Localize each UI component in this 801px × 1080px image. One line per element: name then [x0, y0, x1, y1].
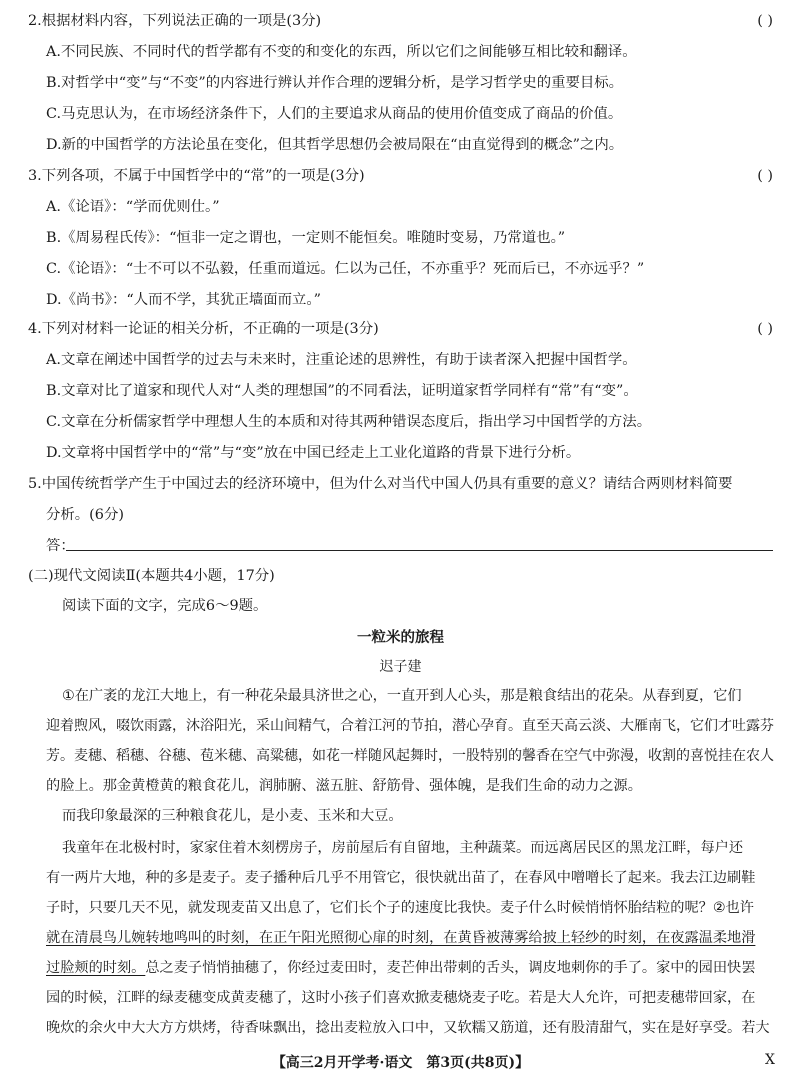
article-paragraph-1-line-1: ①在广袤的龙江大地上，有一种花朵最具济世之心，一直开到人心头，那是粮食结出的花朵。从春到夏，它们	[62, 688, 742, 704]
question-5-stem-line1: 5.中国传统哲学产生于中国过去的经济环境中，但为什么对当代中国人仍具有重要的意义？请结合两则材料简要	[28, 476, 733, 492]
question-3-option-a: A.《论语》：“学而优则仕。”	[46, 199, 220, 215]
question-4-option-c: C.文章在分析儒家哲学中理想人生的本质和对待其两种错误态度后，指出学习中国哲学的方法。	[46, 414, 652, 430]
question-3-option-c: C.《论语》：“士不可以不弘毅，任重而道远。仁以为己任，不亦重乎？死而后已，不亦远乎？”	[46, 261, 645, 277]
article-paragraph-3-line-5	[46, 958, 755, 978]
question-2-option-d: D.新的中国哲学的方法论虽在变化，但其哲学思想仍会被局限在“由直觉得到的概念”之内。	[46, 137, 624, 153]
article-paragraph-3-line-4-underlined: 就在清晨鸟儿婉转地鸣叫的时刻，在正午阳光照彻心扉的时刻，在黄昏被薄雾给披上轻纱的时刻，在夜露温柔地滑	[46, 930, 756, 946]
question-3-stem: 3.下列各项，不属于中国哲学中的“常”的一项是(3分)	[28, 168, 365, 184]
question-2-option-c: C.马克思认为，在市场经济条件下，人们的主要追求从商品的使用价值变成了商品的价值。	[46, 106, 623, 122]
question-3-option-d: D.《尚书》：“人而不学，其犹正墙面而立。”	[46, 292, 321, 308]
footer-mark: X	[765, 1052, 775, 1068]
section-2-instruction: 阅读下面的文字，完成6～9题。	[62, 598, 268, 614]
question-3-answer-bracket: ( )	[757, 168, 773, 184]
article-paragraph-1-line-2: 迎着煦风，啜饮雨露，沐浴阳光，采山间精气，合着江河的节拍，潜心孕育。直至天高云淡、大雁南飞，它们才吐露芬	[46, 718, 774, 734]
question-2-option-a: A.不同民族、不同时代的哲学都有不变的和变化的东西，所以它们之间能够互相比较和翻译。	[46, 44, 637, 60]
underlined-sentence-end: 过脸颊的时刻。	[46, 960, 146, 976]
answer-writing-line[interactable]	[66, 550, 773, 551]
question-4-answer-bracket: ( )	[757, 321, 773, 337]
question-2-stem: 2.根据材料内容，下列说法正确的一项是(3分)	[28, 13, 322, 29]
question-2-option-b: B.对哲学中“变”与“不变”的内容进行辨认并作合理的逻辑分析，是学习哲学史的重要目标。	[46, 75, 624, 91]
answer-label: 答：	[46, 538, 75, 554]
sentence-continuation: 总之麦子悄悄抽穗了，你经过麦田时，麦芒伸出带刺的舌头，调皮地刺你的手了。家中的园田快罢	[145, 960, 756, 976]
article-paragraph-3-line-2: 有一两片大地，种的多是麦子。麦子播种后几乎不用管它，很快就出苗了，在春风中噌噌长了起来。我去江边刷鞋	[46, 870, 756, 886]
article-author: 迟子建	[379, 659, 422, 675]
article-paragraph-3-line-6: 园的时候，江畔的绿麦穗变成黄麦穗了，这时小孩子们喜欢掀麦穗烧麦子吃。若是大人允许，可把麦穗带回家，在	[46, 990, 756, 1006]
page-footer: 【高三2月开学考·语文 第3页(共8页)】	[271, 1055, 530, 1071]
article-paragraph-3-line-3: 子时，只要几天不见，就发现麦苗又出息了，它们长个子的速度比我快。麦子什么时候悄悄怀胎结粒的呢？②也许	[46, 900, 754, 916]
article-paragraph-3-line-1: 我童年在北极村时，家家住着木刻楞房子，房前屋后有自留地，主种蔬菜。而远离居民区的黑龙江畔，每户还	[62, 840, 744, 856]
section-2-heading: (二)现代文阅读Ⅱ(本题共4小题，17分)	[28, 568, 275, 584]
question-4-stem: 4.下列对材料一论证的相关分析，不正确的一项是(3分)	[28, 321, 379, 337]
article-paragraph-1-line-3: 芳。麦穗、稻穗、谷穗、苞米穗、高粱穗，如花一样随风起舞时，一股特别的馨香在空气中弥漫，收割的喜悦挂在农人	[46, 748, 774, 764]
question-3-option-b: B.《周易程氏传》：“恒非一定之谓也，一定则不能恒矣。唯随时变易，乃常道也。”	[46, 230, 566, 246]
question-2-answer-bracket: ( )	[757, 13, 773, 29]
article-paragraph-1-line-4: 的脸上。那金黄橙黄的粮食花儿，润肺腑、滋五脏、舒筋骨、强体魄，是我们生命的动力之源。	[46, 778, 642, 794]
article-paragraph-2: 而我印象最深的三种粮食花儿，是小麦、玉米和大豆。	[62, 808, 403, 824]
article-paragraph-3-line-7: 晚炊的余火中大大方方烘烤，待香味飘出，捻出麦粒放入口中，又软糯又筋道，还有股清甜气，实在是好享受。若大	[46, 1020, 770, 1036]
question-4-option-d: D.文章将中国哲学中的“常”与“变”放在中国已经走上工业化道路的背景下进行分析。	[46, 445, 581, 461]
question-4-option-a: A.文章在阐述中国哲学的过去与未来时，注重论述的思辨性，有助于读者深入把握中国哲学。	[46, 352, 637, 368]
question-5-stem-line2: 分析。(6分)	[46, 507, 124, 523]
question-4-option-b: B.文章对比了道家和现代人对“人类的理想国”的不同看法，证明道家哲学同样有“常”有“变”。	[46, 383, 638, 399]
article-title: 一粒米的旅程	[357, 629, 444, 646]
